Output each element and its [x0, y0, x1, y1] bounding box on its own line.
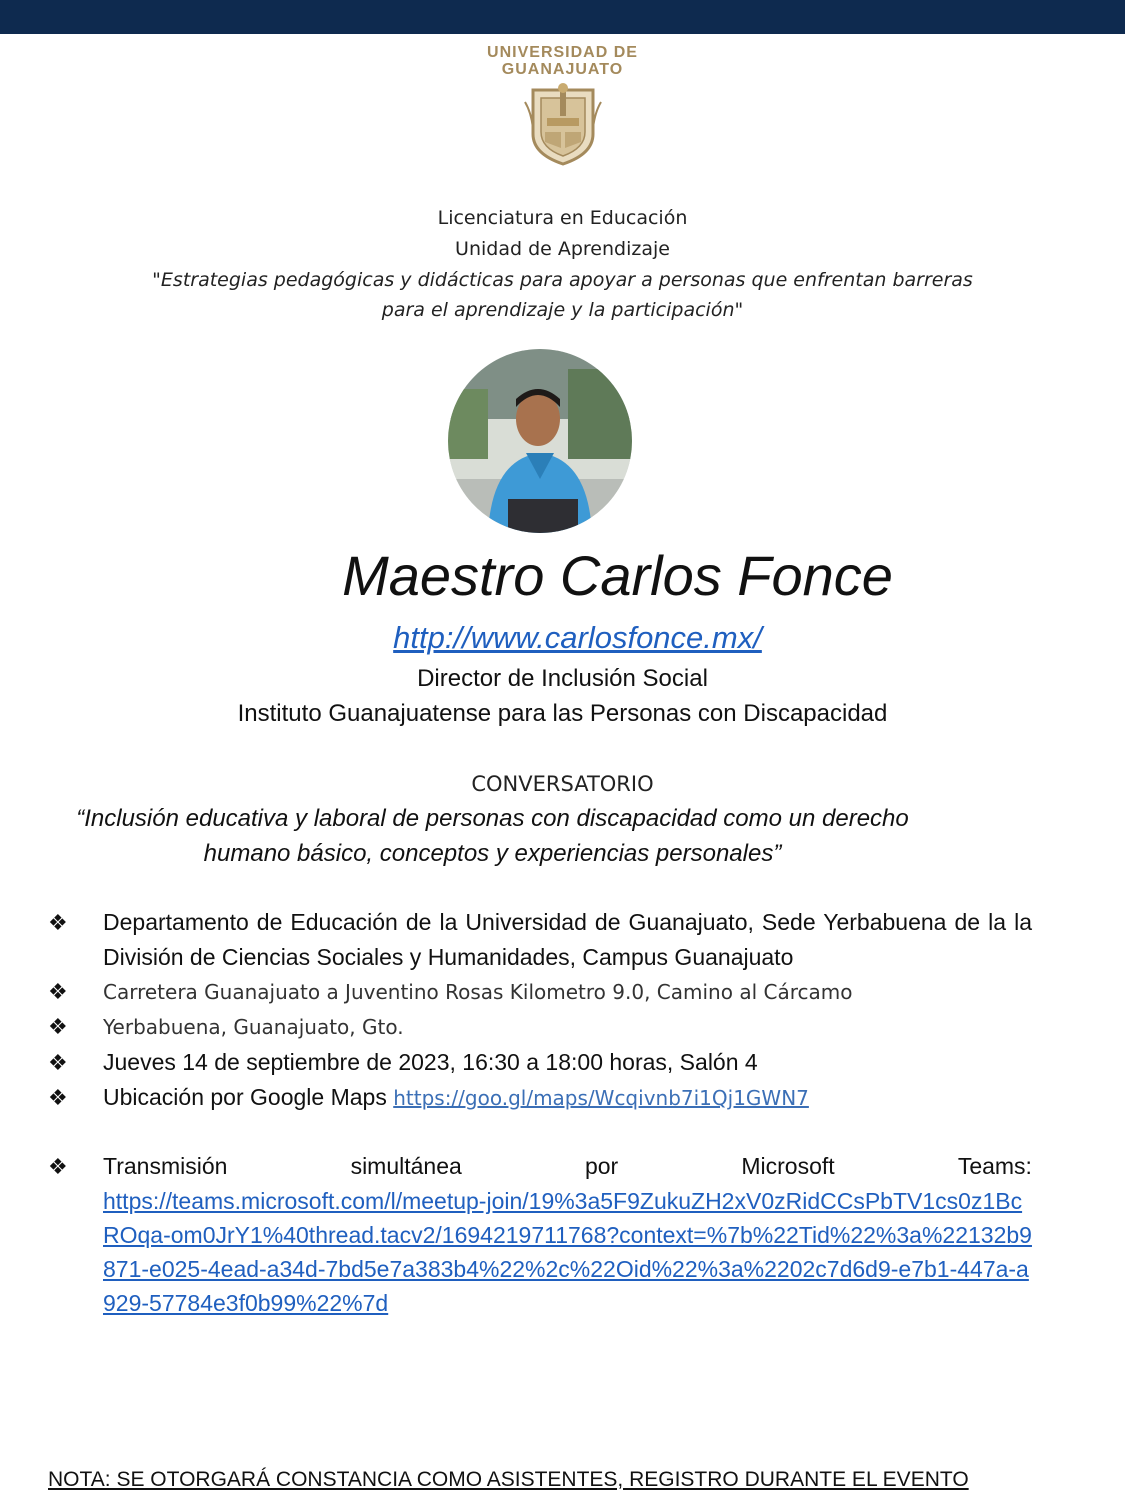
university-crest-icon	[521, 82, 605, 166]
program-info	[0, 203, 1125, 325]
date-text: Jueves 14 de septiembre de 2023, 16:30 a 18:00 horas, Salón 4	[103, 1049, 758, 1075]
event-title	[0, 801, 1055, 871]
teams-word: simultánea	[350, 1153, 462, 1179]
logo-line-1: UNIVERSIDAD DE	[487, 44, 638, 61]
speaker-role-block	[0, 661, 1125, 731]
diamond-bullet-icon: ❖	[48, 1050, 68, 1075]
detail-department	[48, 905, 1032, 975]
speaker-photo	[448, 349, 632, 533]
teams-word: por	[584, 1153, 619, 1179]
logo-line-2: GUANAJUATO	[501, 61, 624, 78]
course-title-line-1: "Estrategias pedagógicas y didácticas para apoyar a personas que enfrentan barreras	[152, 269, 973, 291]
maps-link[interactable]: https://goo.gl/maps/Wcqivnb7i1Qj1GWN7	[393, 1086, 809, 1110]
department-text: Departamento de Educación de la Universidad de Guanajuato, Sede Yerbabuena de la la División de Ciencias Sociales y Humanidades, Campus Guanajuato	[103, 909, 1032, 970]
speaker-role: Director de Inclusión Social	[417, 665, 708, 692]
event-title-line-1: “Inclusión educativa y laboral de personas con discapacidad como un derecho	[76, 805, 909, 832]
detail-maps	[48, 1080, 1032, 1116]
event-details-list	[48, 905, 1032, 1320]
detail-teams	[48, 1149, 1032, 1320]
diamond-bullet-icon: ❖	[48, 980, 68, 1005]
event-type: CONVERSATORIO	[471, 772, 654, 796]
speaker-organization: Instituto Guanajuatense para las Personas con Discapacidad	[237, 700, 888, 727]
nota-footer: NOTA: SE OTORGARÁ CONSTANCIA COMO ASISTENTES, REGISTRO DURANTE EL EVENTO	[48, 1468, 969, 1491]
spacer	[48, 1116, 1032, 1149]
program-degree: Licenciatura en Educación	[437, 207, 688, 229]
address-text: Carretera Guanajuato a Juventino Rosas Kilometro 9.0, Camino al Cárcamo	[103, 980, 853, 1004]
speaker-website-link[interactable]: http://www.carlosfonce.mx/	[393, 620, 762, 655]
program-unit: Unidad de Aprendizaje	[455, 238, 670, 260]
teams-word: Transmisión	[103, 1153, 228, 1179]
event-title-line-2: humano básico, conceptos y experiencias personales”	[203, 840, 782, 867]
detail-address	[48, 975, 1032, 1010]
teams-word: Teams:	[957, 1153, 1032, 1179]
diamond-bullet-icon: ❖	[48, 910, 68, 935]
teams-url-block	[103, 1184, 1032, 1320]
city-text: Yerbabuena, Guanajuato, Gto.	[103, 1015, 404, 1039]
detail-date	[48, 1045, 1032, 1080]
diamond-bullet-icon: ❖	[48, 1015, 68, 1040]
top-bar	[0, 0, 1125, 34]
university-logo	[470, 44, 655, 168]
maps-label: Ubicación por Google Maps	[103, 1084, 387, 1110]
speaker-name: Maestro Carlos Fonce	[342, 544, 893, 607]
speaker-website	[0, 616, 1125, 660]
course-title-line-2: para el aprendizaje y la participación"	[381, 299, 744, 321]
diamond-bullet-icon: ❖	[48, 1154, 68, 1179]
teams-word: Microsoft	[741, 1153, 835, 1179]
detail-city	[48, 1010, 1032, 1045]
speaker-portrait-icon	[448, 349, 632, 533]
teams-meeting-link[interactable]: https://teams.microsoft.com/l/meetup-join/19%3a5F9ZukuZH2xV0zRidCCsPbTV1cs0z1BcROqa-om0JrY1%40thread.tacv2/1694219711768?context=%7b%22Tid%22%3a%22132b9871-e025-4ead-a34d-7bd5e7a383b4%22%2c%22Oid%22%3a%2202c7d6d9-e7b1-447a-a929-57784e3f0b99%22%7d	[103, 1188, 1032, 1316]
teams-heading	[103, 1149, 1032, 1184]
diamond-bullet-icon: ❖	[48, 1085, 68, 1110]
